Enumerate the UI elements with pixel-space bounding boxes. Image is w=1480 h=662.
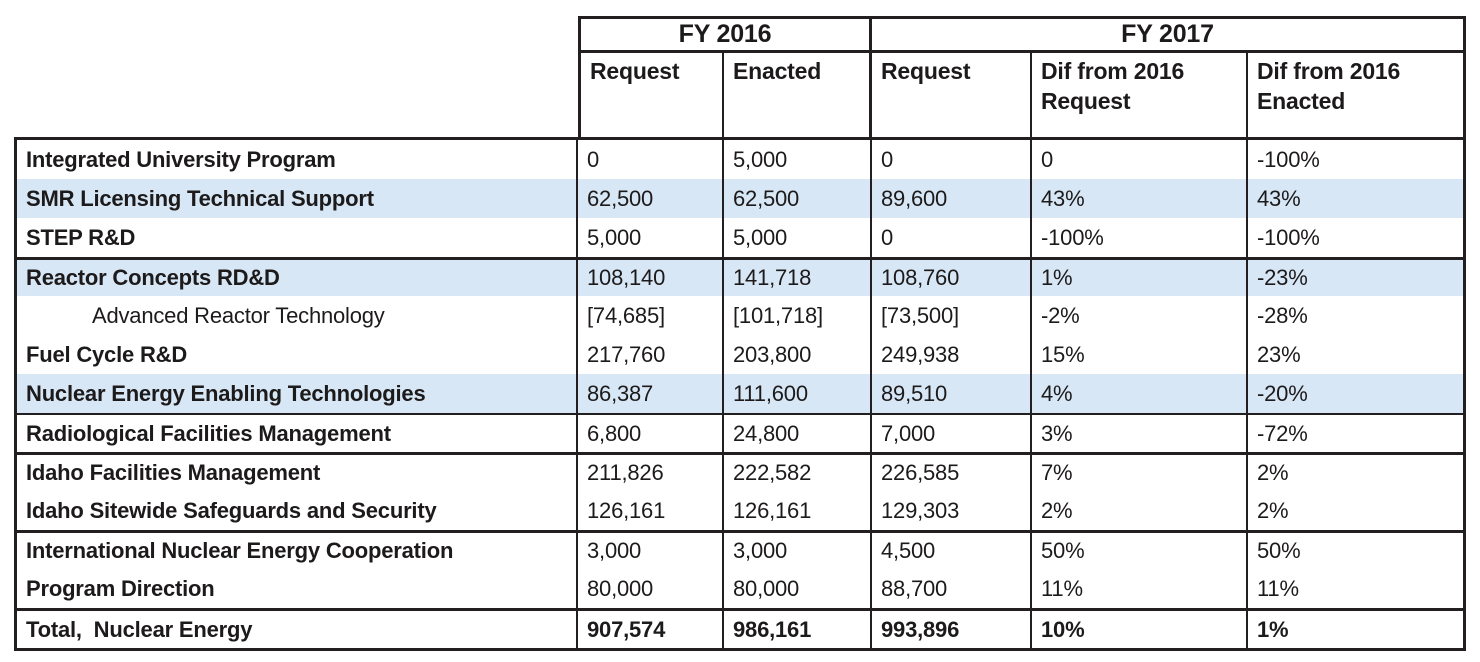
cell-value: 0: [1032, 140, 1248, 179]
cell-value: 80,000: [578, 569, 724, 608]
cell-value: 226,585: [872, 455, 1032, 491]
cell-value: 5,000: [578, 218, 724, 257]
cell-value: 86,387: [578, 374, 724, 413]
cell-value: 129,303: [872, 491, 1032, 530]
cell-value: 0: [872, 140, 1032, 179]
table-body: [14, 137, 1466, 651]
cell-value: -2%: [1032, 296, 1248, 335]
cell-value: 2%: [1032, 491, 1248, 530]
cell-value: 217,760: [578, 335, 724, 374]
cell-value: [74,685]: [578, 296, 724, 335]
table-row: [14, 608, 1466, 648]
cell-value: 62,500: [724, 179, 872, 218]
cell-value: 993,896: [872, 611, 1032, 648]
cell-value: 43%: [1248, 179, 1466, 218]
cell-value: 3,000: [578, 533, 724, 569]
row-label: Integrated University Program: [14, 140, 578, 179]
cell-value: 222,582: [724, 455, 872, 491]
cell-value: 4,500: [872, 533, 1032, 569]
cell-value: 43%: [1032, 179, 1248, 218]
budget-table: [14, 16, 1466, 651]
cell-value: -23%: [1248, 260, 1466, 296]
cell-value: -72%: [1248, 415, 1466, 452]
table-row: [14, 413, 1466, 452]
table-row: [14, 530, 1466, 569]
cell-value: 1%: [1248, 611, 1466, 648]
cell-value: [101,718]: [724, 296, 872, 335]
cell-value: 7%: [1032, 455, 1248, 491]
cell-value: 126,161: [724, 491, 872, 530]
cell-value: 2%: [1248, 455, 1466, 491]
table-row: [14, 218, 1466, 257]
cell-value: 50%: [1032, 533, 1248, 569]
cell-value: 1%: [1032, 260, 1248, 296]
cell-value: 88,700: [872, 569, 1032, 608]
cell-value: -20%: [1248, 374, 1466, 413]
column-header-fy16-request: Request: [578, 53, 724, 137]
cell-value: 907,574: [578, 611, 724, 648]
row-label: Fuel Cycle R&D: [14, 335, 578, 374]
table-row: [14, 569, 1466, 608]
cell-value: 3,000: [724, 533, 872, 569]
cell-value: -100%: [1248, 218, 1466, 257]
row-label: Total, Nuclear Energy: [14, 611, 578, 648]
column-header-fy17-request: Request: [872, 53, 1032, 137]
cell-value: 2%: [1248, 491, 1466, 530]
header-group-fy2017: FY 2017: [872, 16, 1466, 53]
row-label: Nuclear Energy Enabling Technologies: [14, 374, 578, 413]
row-label: STEP R&D: [14, 218, 578, 257]
cell-value: 141,718: [724, 260, 872, 296]
cell-value: 11%: [1032, 569, 1248, 608]
cell-value: 62,500: [578, 179, 724, 218]
row-label: Idaho Facilities Management: [14, 455, 578, 491]
header-group-fy2016: FY 2016: [578, 16, 872, 53]
table-row: [14, 491, 1466, 530]
table-row: [14, 257, 1466, 296]
cell-value: 15%: [1032, 335, 1248, 374]
cell-value: 80,000: [724, 569, 872, 608]
row-label: Reactor Concepts RD&D: [14, 260, 578, 296]
table-header: [14, 16, 1466, 137]
cell-value: 89,600: [872, 179, 1032, 218]
cell-value: 10%: [1032, 611, 1248, 648]
cell-value: 89,510: [872, 374, 1032, 413]
cell-value: 5,000: [724, 218, 872, 257]
cell-value: 249,938: [872, 335, 1032, 374]
cell-value: [73,500]: [872, 296, 1032, 335]
table-row: [14, 335, 1466, 374]
table-row: [14, 140, 1466, 179]
cell-value: 108,760: [872, 260, 1032, 296]
row-label: Program Direction: [14, 569, 578, 608]
row-label: Idaho Sitewide Safeguards and Security: [14, 491, 578, 530]
cell-value: -100%: [1032, 218, 1248, 257]
cell-value: 211,826: [578, 455, 724, 491]
cell-value: 11%: [1248, 569, 1466, 608]
column-header-dif-from-2016-enacted: Dif from 2016 Enacted: [1248, 53, 1466, 137]
cell-value: 23%: [1248, 335, 1466, 374]
cell-value: 50%: [1248, 533, 1466, 569]
cell-value: 0: [872, 218, 1032, 257]
cell-value: 4%: [1032, 374, 1248, 413]
cell-value: 6,800: [578, 415, 724, 452]
cell-value: 126,161: [578, 491, 724, 530]
header-spacer: [14, 16, 578, 53]
cell-value: 0: [578, 140, 724, 179]
column-header-fy16-enacted: Enacted: [724, 53, 872, 137]
column-header-dif-from-2016-request: Dif from 2016 Request: [1032, 53, 1248, 137]
table-row: [14, 179, 1466, 218]
cell-value: 3%: [1032, 415, 1248, 452]
cell-value: 7,000: [872, 415, 1032, 452]
cell-value: 108,140: [578, 260, 724, 296]
cell-value: 986,161: [724, 611, 872, 648]
cell-value: -100%: [1248, 140, 1466, 179]
table-row: [14, 452, 1466, 491]
cell-value: 24,800: [724, 415, 872, 452]
row-label: Advanced Reactor Technology: [14, 296, 578, 335]
table-row: [14, 296, 1466, 335]
row-label: Radiological Facilities Management: [14, 415, 578, 452]
cell-value: -28%: [1248, 296, 1466, 335]
cell-value: 5,000: [724, 140, 872, 179]
cell-value: 203,800: [724, 335, 872, 374]
cell-value: 111,600: [724, 374, 872, 413]
row-label: International Nuclear Energy Cooperation: [14, 533, 578, 569]
table-row: [14, 374, 1466, 413]
row-label: SMR Licensing Technical Support: [14, 179, 578, 218]
